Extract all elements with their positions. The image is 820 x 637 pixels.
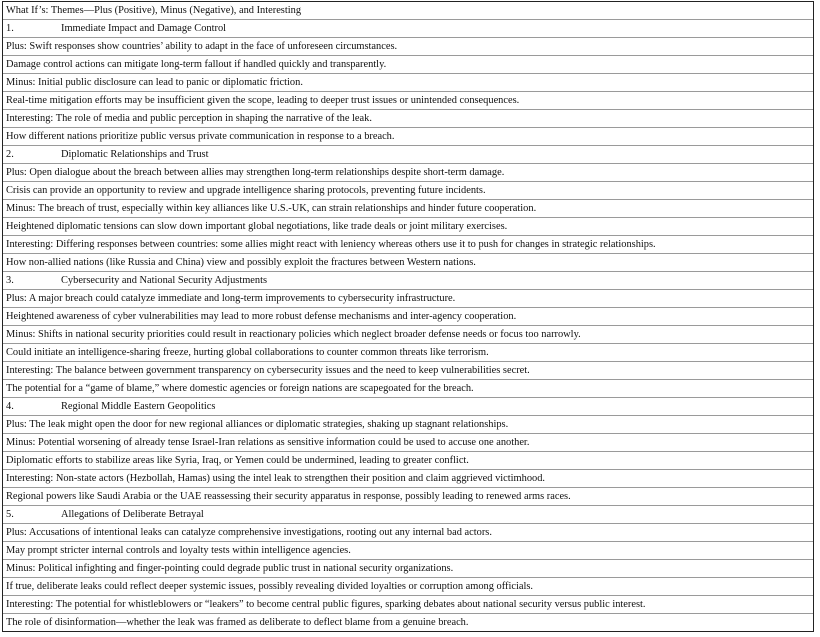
table-row [3,362,813,380]
row-text: Crisis can provide an opportunity to review and upgrade intelligence sharing protocols, preventing future incidents. [6,185,486,196]
row-text: Damage control actions can mitigate long-term fallout if handled quickly and transparently. [6,59,387,70]
row-text: If true, deliberate leaks could reflect deeper systemic issues, possibly revealing divided loyalties or corruption among officials. [6,581,533,592]
table-row [3,164,813,182]
table-row [3,452,813,470]
section-heading-row [3,20,813,38]
section-number: 1. [6,23,14,34]
row-text: The potential for a “game of blame,” where domestic agencies or foreign nations are scapegoated for the breach. [6,383,474,394]
section-heading: Immediate Impact and Damage Control [61,23,227,34]
table-row [3,308,813,326]
table-row [3,596,813,614]
table-row [3,524,813,542]
table-row [3,128,813,146]
row-text: Heightened awareness of cyber vulnerabilities may lead to more robust defense mechanisms and inter-agency cooperation. [6,311,517,322]
table-row [3,560,813,578]
table-row [3,614,813,632]
row-text: Minus: The breach of trust, especially within key alliances like U.S.-UK, can strain relationships and hinder future cooperation. [6,203,537,214]
table-row [3,344,813,362]
table-row [3,236,813,254]
row-text: Interesting: The potential for whistleblowers or “leakers” to become central public figures, sparking debates about national security versus public interest. [6,599,646,610]
table-title-row [3,2,813,20]
table-title: What If’s: Themes—Plus (Positive), Minus (Negative), and Interesting [6,5,302,16]
row-text: Interesting: Differing responses between countries: some allies might react with leniency whereas others use it to push for changes in strategic relationships. [6,239,656,250]
row-text: Minus: Initial public disclosure can lead to panic or diplomatic friction. [6,77,303,88]
row-text: Diplomatic efforts to stabilize areas like Syria, Iraq, or Yemen could be undermined, leading to greater conflict. [6,455,469,466]
row-text: Interesting: The balance between government transparency on cybersecurity issues and the need to keep vulnerabilities secret. [6,365,530,376]
row-text: Heightened diplomatic tensions can slow down important global negotiations, like trade deals or joint military exercises. [6,221,508,232]
row-text: How different nations prioritize public versus private communication in response to a breach. [6,131,395,142]
section-number: 2. [6,149,14,160]
table-row [3,380,813,398]
row-text: How non-allied nations (like Russia and China) view and possibly exploit the fractures between Western nations. [6,257,476,268]
table-row [3,74,813,92]
table-row [3,578,813,596]
section-heading-row [3,398,813,416]
row-text: Real-time mitigation efforts may be insufficient given the scope, leading to deeper trust issues or unintended consequences. [6,95,520,106]
table-row [3,218,813,236]
table-row [3,326,813,344]
row-text: Minus: Political infighting and finger-pointing could degrade public trust in national security organizations. [6,563,454,574]
row-text: The role of disinformation—whether the leak was framed as deliberate to deflect blame from a genuine breach. [6,617,469,628]
row-text: Interesting: Non-state actors (Hezbollah, Hamas) using the intel leak to strengthen their position and claim aggrieved victimhood. [6,473,546,484]
row-text: Plus: Swift responses show countries’ ability to adapt in the face of unforeseen circumstances. [6,41,398,52]
section-heading-row [3,506,813,524]
table-row [3,434,813,452]
table-row [3,470,813,488]
table-row [3,416,813,434]
row-text: Could initiate an intelligence-sharing freeze, hurting global collaborations to counter common threats like terrorism. [6,347,489,358]
section-heading: Cybersecurity and National Security Adjustments [61,275,268,286]
section-heading: Regional Middle Eastern Geopolitics [61,401,216,412]
table-row [3,38,813,56]
table-rows [3,2,813,632]
section-heading: Allegations of Deliberate Betrayal [61,509,204,520]
table-row [3,110,813,128]
row-text: Interesting: The role of media and public perception in shaping the narrative of the leak. [6,113,372,124]
row-text: Regional powers like Saudi Arabia or the UAE reassessing their security apparatus in response, possibly leading to renewed arms races. [6,491,571,502]
section-heading-row [3,146,813,164]
row-text: Plus: Accusations of intentional leaks can catalyze comprehensive investigations, rooting out any internal bad actors. [6,527,492,538]
table-row [3,182,813,200]
section-number: 4. [6,401,14,412]
table-row [3,542,813,560]
table-row [3,200,813,218]
section-number: 3. [6,275,14,286]
table-row [3,488,813,506]
table-row [3,92,813,110]
table-row [3,254,813,272]
themes-table [2,1,814,632]
row-text: Plus: The leak might open the door for new regional alliances or diplomatic strategies, shaking up stagnant relationships. [6,419,509,430]
row-text: Plus: Open dialogue about the breach between allies may strengthen long-term relationships despite short-term damage. [6,167,505,178]
section-number: 5. [6,509,14,520]
row-text: May prompt stricter internal controls and loyalty tests within intelligence agencies. [6,545,351,556]
table-row [3,56,813,74]
section-heading-row [3,272,813,290]
row-text: Plus: A major breach could catalyze immediate and long-term improvements to cybersecurity infrastructure. [6,293,456,304]
table-row [3,290,813,308]
row-text: Minus: Potential worsening of already tense Israel-Iran relations as sensitive information could be used to accuse one another. [6,437,530,448]
row-text: Minus: Shifts in national security priorities could result in reactionary policies which neglect broader defense needs or focus too narrowly. [6,329,581,340]
section-heading: Diplomatic Relationships and Trust [61,149,209,160]
